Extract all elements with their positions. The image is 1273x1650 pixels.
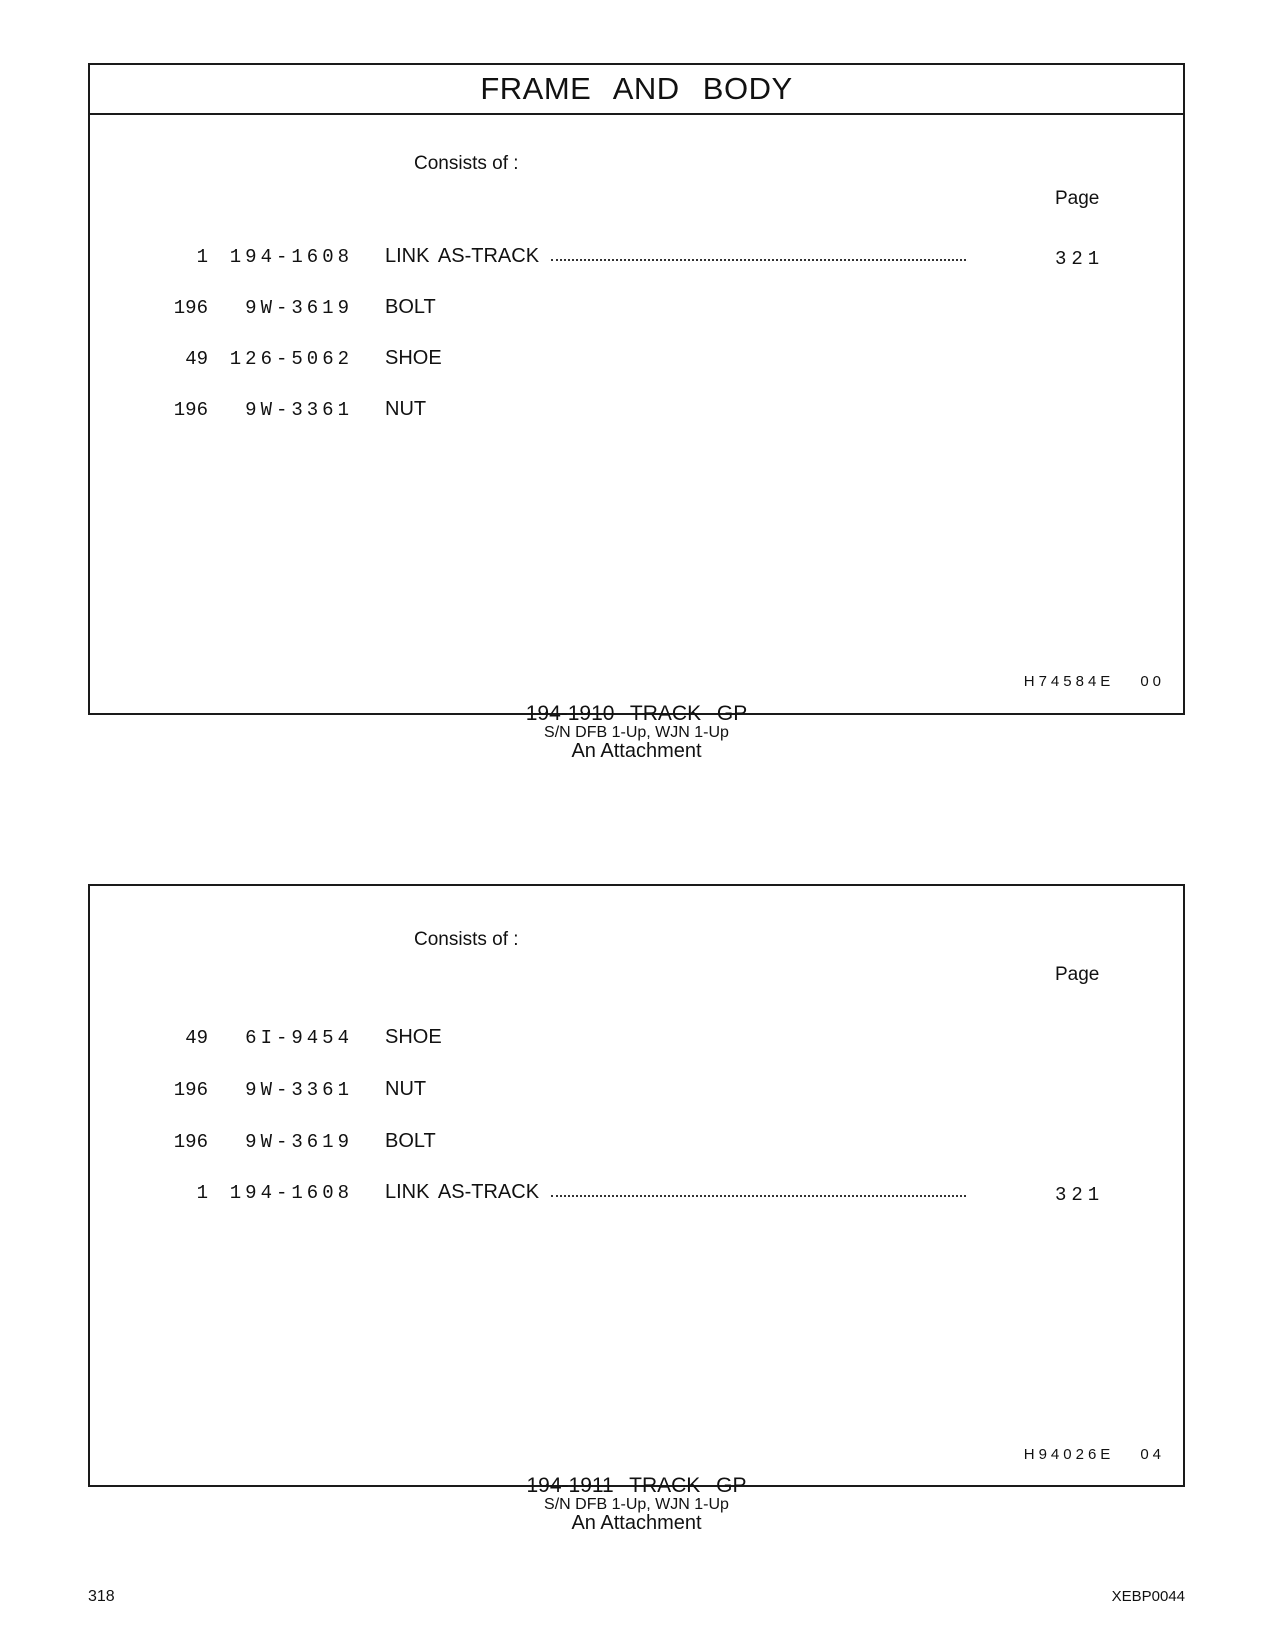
quantity: 196 <box>173 1131 208 1153</box>
attachment-note: An Attachment <box>571 1512 702 1534</box>
part-description: LINK AS-TRACK <box>385 1181 540 1203</box>
page-column-header: Page <box>1055 188 1100 209</box>
parts-group-2 <box>88 884 1185 1487</box>
illustration-code <box>1024 673 1165 690</box>
parts-row <box>90 296 1183 326</box>
part-number: 9W-3619 <box>245 1131 353 1153</box>
quantity: 196 <box>173 399 208 421</box>
document-code: XEBP0044 <box>1111 1588 1185 1605</box>
group-caption-1 <box>88 703 1185 761</box>
part-description: NUT <box>385 398 427 420</box>
parts-row <box>90 347 1183 377</box>
part-description: NUT <box>385 1078 427 1100</box>
part-number: 194-1608 <box>229 1182 353 1204</box>
revision-number: 00 <box>1140 673 1165 690</box>
parts-group-1 <box>88 63 1185 715</box>
page-reference[interactable]: 321 <box>1055 1184 1105 1206</box>
illustration-code <box>1024 1446 1165 1463</box>
illustration-id: H94026E <box>1023 1446 1115 1463</box>
serial-number-range: S/N DFB 1-Up, WJN 1-Up <box>544 1496 729 1513</box>
quantity: 49 <box>185 348 208 370</box>
parts-row <box>90 1026 1183 1056</box>
page-reference[interactable]: 321 <box>1055 248 1105 270</box>
part-number: 6I-9454 <box>245 1027 353 1049</box>
quantity: 196 <box>173 297 208 319</box>
parts-row <box>90 1078 1183 1108</box>
dot-leader <box>551 1195 966 1197</box>
quantity: 49 <box>185 1027 208 1049</box>
quantity: 1 <box>196 246 208 268</box>
parts-row <box>90 398 1183 428</box>
quantity: 1 <box>196 1182 208 1204</box>
section-title: FRAME AND BODY <box>90 65 1183 115</box>
consists-of-label: Consists of : <box>414 153 519 174</box>
part-number: 9W-3361 <box>245 399 353 421</box>
part-description: BOLT <box>385 296 436 318</box>
serial-number-range: S/N DFB 1-Up, WJN 1-Up <box>544 724 729 741</box>
group-caption-2 <box>88 1475 1185 1533</box>
part-number: 9W-3361 <box>245 1079 353 1101</box>
dot-leader <box>551 259 966 261</box>
part-description: BOLT <box>385 1130 436 1152</box>
revision-number: 04 <box>1140 1446 1165 1463</box>
part-description: LINK AS-TRACK <box>385 245 540 267</box>
part-number: 126-5062 <box>229 348 353 370</box>
part-description: SHOE <box>385 1026 442 1048</box>
part-description: SHOE <box>385 347 442 369</box>
illustration-id: H74584E <box>1023 673 1115 690</box>
parts-row <box>90 245 1183 275</box>
parts-row <box>90 1181 1183 1211</box>
consists-of-label: Consists of : <box>414 929 519 950</box>
part-number: 194-1608 <box>229 246 353 268</box>
parts-row <box>90 1130 1183 1160</box>
page-number: 318 <box>88 1588 115 1605</box>
group-title: 194-1910 TRACK GP <box>525 702 748 725</box>
attachment-note: An Attachment <box>571 740 702 762</box>
part-number: 9W-3619 <box>245 297 353 319</box>
page-column-header: Page <box>1055 964 1100 985</box>
quantity: 196 <box>173 1079 208 1101</box>
group-title: 194-1911 TRACK GP <box>526 1474 747 1497</box>
